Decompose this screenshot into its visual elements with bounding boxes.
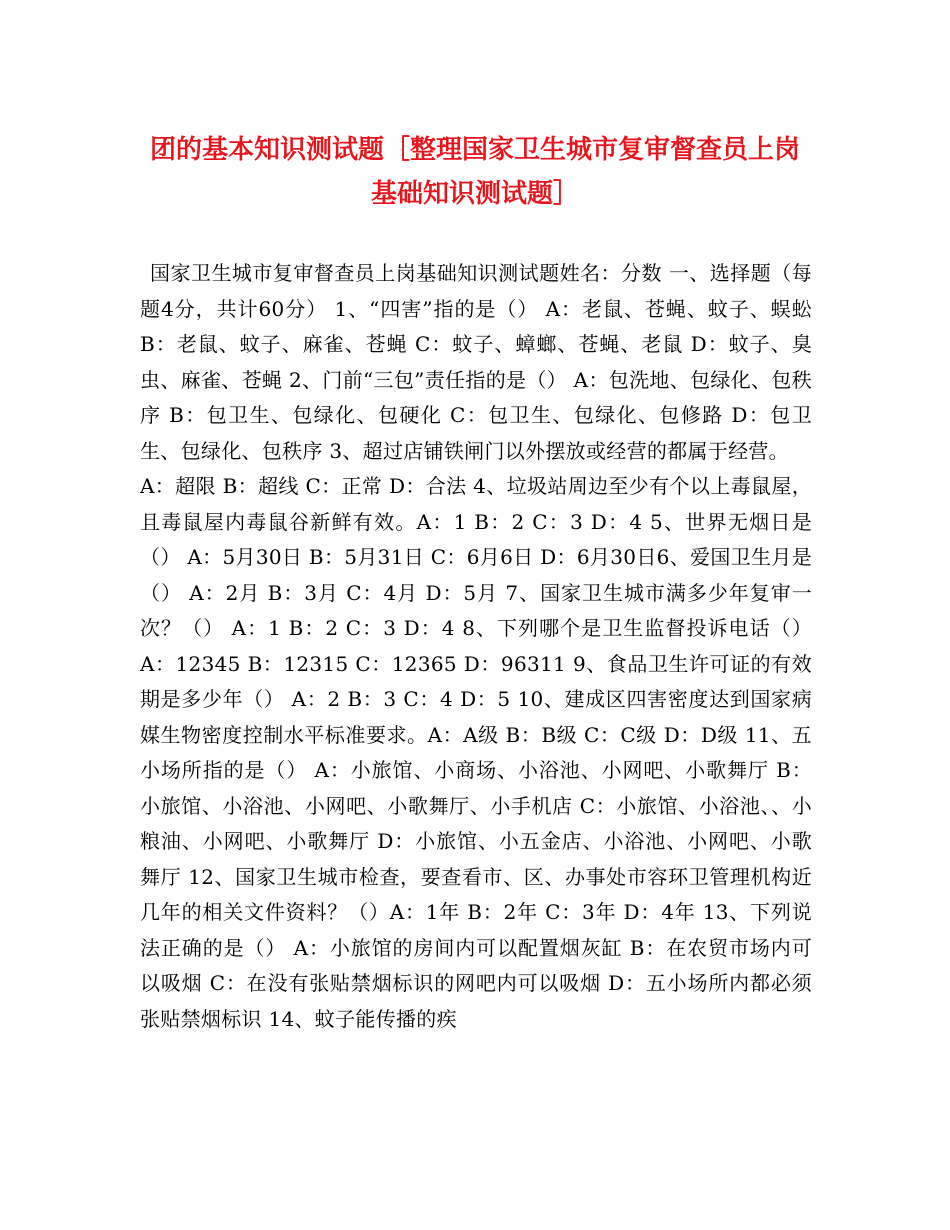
document-title: 团的基本知识测试题［整理国家卫生城市复审督查员上岗基础知识测试题］ <box>149 135 800 209</box>
body-paragraph: A：超限 B：超线 C：正常 D：合法 4、垃圾站周边至少有个以上毒鼠屋，且毒鼠屋内毒鼠谷新鲜有效。A：1 B：2 C：3 D：4 5、世界无烟日是（） A：5月30日 B：5月31日 C：6月6日 D：6月30日6、爱国卫生月是（） A：2月 B：3月 C：4月 D：5月 7、国家卫生城市满多少年复审一次？（） A：1 B：2 C：3 D：4 8、下列哪个是卫生监督投诉电话（） A：12345 B：12315 C：12365 D：96311 9、食品卫生许可证的有效期是多少年（） A：2 B：3 C：4 D：5 10、建成区四害密度达到国家病媒生物密度控制水平标准要求。A：A级 B：B级 C：C级 D：D级 11、五小场所指的是（） A：小旅馆、小商场、小浴池、小网吧、小歌舞厅 B：小旅馆、小浴池、小网吧、小歌舞厅、小手机店 C：小旅馆、小浴池、、小粮油、小网吧、小歌舞厅 D：小旅馆、小五金店、小浴池、小网吧、小歌舞厅 12、国家卫生城市检查，要查看市、区、办事处市容环卫管理机构近几年的相关文件资料？（）A：1年 B：2年 C：3年 D：4年 13、下列说法正确的是（） A：小旅馆的房间内可以配置烟灰缸 B：在农贸市场内可以吸烟 C：在没有张贴禁烟标识的网吧内可以吸烟 D：五小场所内都必须张贴禁烟标识 14、蚊子能传播的疾 <box>140 474 812 1031</box>
document-body <box>140 256 812 1037</box>
body-paragraph: 国家卫生城市复审督查员上岗基础知识测试题姓名：分数 一、选择题（每题4分，共计60分） 1、“四害”指的是（） A：老鼠、苍蝇、蚊子、蜈蚣 B：老鼠、蚊子、麻雀、苍蝇 C：蚊子、蟑螂、苍蝇、老鼠 D：蚊子、臭虫、麻雀、苍蝇 2、门前“三包”责任指的是（） A：包洗地、包绿化、包秩序 B：包卫生、包绿化、包硬化 C：包卫生、包绿化、包修路 D：包卫生、包绿化、包秩序 3、超过店铺铁闸门以外摆放或经营的都属于经营。 <box>140 261 812 463</box>
